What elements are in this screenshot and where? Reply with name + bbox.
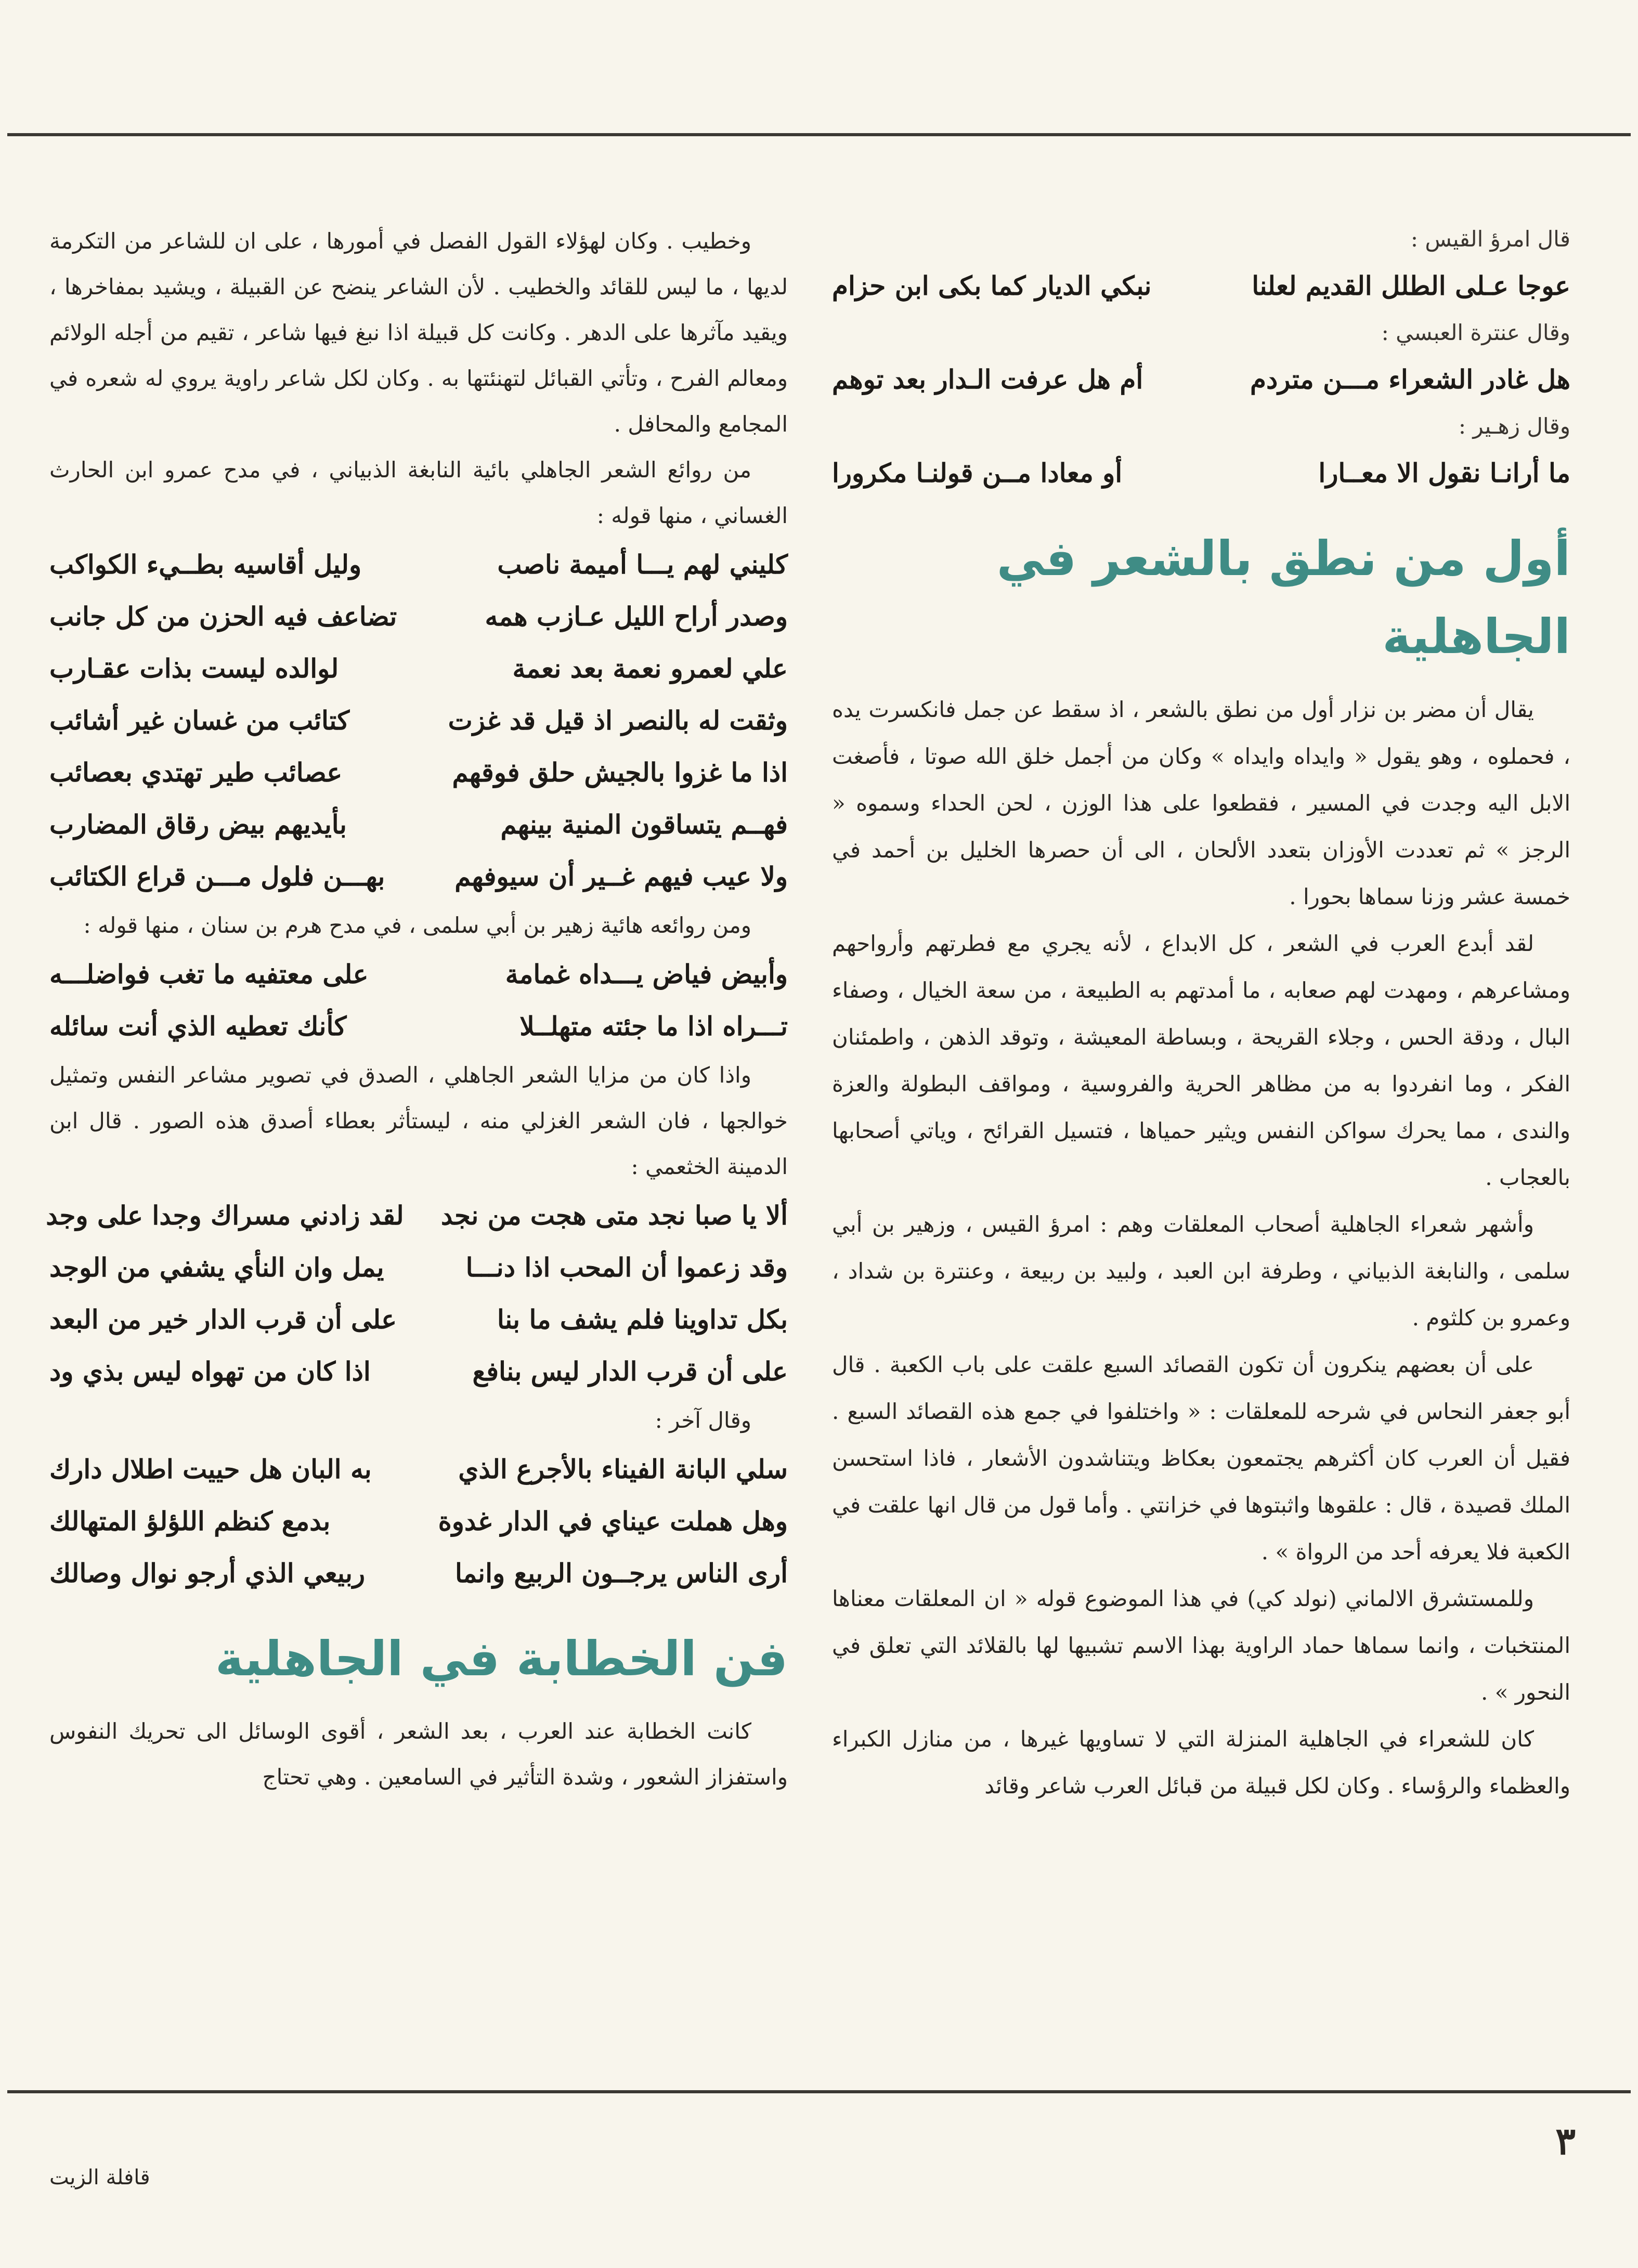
verse-line [49,799,788,851]
hemistich-second: أم هل عرفت الـدار بعد توهم [832,364,1143,395]
verse-line [49,1242,788,1294]
hemistich-second: لوالده ليست بذات عقـارب [49,653,339,684]
verse-group-ibn-dumayna [46,1190,788,1398]
hemistich-second: تضاعف فيه الحزن من كل جانب [49,601,397,632]
hemistich-second: اذا كان من تهواه ليس بذي ود [49,1356,371,1387]
paragraph: على أن بعضهم ينكرون أن تكون القصائد السبع علقت على باب الكعبة . قال أبو جعفر النحاس في شرحه للمعلقات : « واختلفوا في جمع هذه القصائد السبع . فقيل أن العرب كان أكثرهم يجتمعون بعكاظ ويتناشدون الأشعار ، فاذا استحسن الملك قصيدة ، قال : علقوها واثبتوها في خزانتي . وأما قول من قال انها علقت في الكعبة فلا يعرفه أحد من الرواة » . [832,1352,1570,1565]
hemistich-first: وهل هملت عيناي في الدار غدوة [438,1506,788,1536]
right-column [832,218,1570,1809]
hemistich-first: علي لعمرو نعمة بعد نعمة [512,653,788,684]
verse-group-other-poet [49,1443,788,1599]
hemistich-second: بدمع كنظم اللؤلؤ المتهالك [49,1506,331,1536]
paragraph: كان للشعراء في الجاهلية المنزلة التي لا تساويها غيرها ، من منازل الكبراء والعظماء والرؤساء . وكان لكل قبيلة من قبائل العرب شاعر وقائد [832,1726,1570,1798]
verse-intro: وقال عنترة العبسي : [1381,320,1570,345]
hemistich-second: كأنك تعطيه الذي أنت سائله [49,1011,347,1041]
verse-intro: ومن روائعه هائية زهير بن أبي سلمى ، في مدح هرم بن سنان ، منها قوله : [83,913,751,938]
verse-line [49,643,788,695]
verse-intro: وقال آخر : [655,1407,751,1433]
hemistich-second: لقد زادني مسراك وجدا على وجد [46,1200,404,1231]
paragraph: لقد أبدع العرب في الشعر ، كل الابداع ، لأنه يجري مع فطرتهم وأرواحهم ومشاعرهم ، ومهدت لهم صعابه ، ما أمدتهم به الطبيعة ، من سعة الخيال ، وصفاء البال ، ودقة الحس ، وجلاء القريحة ، وبساطة المعيشة ، وتوقد الذهن ، واطمئنان الفكر ، وما انفردوا به من مظاهر الحرية والفروسية ، ومواقف البطولة والعزة والندى ، مما يحرك سواكن النفس ويثير حمياها ، فتسيل القرائح ، وياتي أصحابها بالعجاب . [832,931,1570,1190]
verse-line [49,747,788,799]
verse-line [49,1547,788,1599]
hemistich-first: على أن قرب الدار ليس بنافع [472,1356,788,1387]
verse-line [46,1190,788,1242]
verse-group-nabigha [49,539,788,903]
hemistich-first: ألا يا صبا نجد متى هجت من نجد [440,1200,788,1231]
hemistich-first: بكل تداوينا فلم يشف ما بنا [497,1304,788,1335]
verse-line [49,1443,788,1495]
hemistich-first: كليني لهم يـــا أميمة ناصب [497,549,788,580]
page-number: ٣ [1555,2119,1576,2163]
verse-line [832,447,1570,499]
verse-line [49,948,788,1000]
hemistich-second: يمل وان النأي يشفي من الوجد [49,1252,384,1283]
paragraph: وخطيب . وكان لهؤلاء القول الفصل في أمورها ، على ان للشاعر من التكرمة لديها ، ما ليس للقائد والخطيب . لأن الشاعر ينضح عن القبيلة ، ويشيد بمفاخرها ، ويقيد مآثرها على الدهر . وكانت كل قبيلة اذا نبغ فيها شاعر ، تقيم من أجله الولائم ومعالم الفرح ، وتأتي القبائل لتهنئتها به . وكان لكل شاعر راوية يروي له شعره في المجامع والمحافل . [49,228,788,437]
hemistich-second: وليل أقاسيه بطــيء الكواكب [49,549,362,580]
paragraph: كانت الخطابة عند العرب ، بعد الشعر ، أقوى الوسائل الى تحريك النفوس واستفزاز الشعور ، وشدة التأثير في السامعين . وهي تحتاج [49,1718,788,1790]
verse-line [49,591,788,643]
verse-line [49,539,788,591]
verse-line [49,1346,788,1398]
hemistich-first: ولا عيب فيهم غــير أن سيوفهم [454,861,788,892]
verse-intro: قال امرؤ القيس : [1410,226,1570,252]
verse-group-imru-alqais [832,218,1570,312]
verse-group-zuhair [832,406,1570,499]
hemistich-first: وأبيض فياض يـــداه غمامة [505,959,788,989]
hemistich-second: بأيديهم بيض رقاق المضارب [49,809,347,840]
section-heading-first-poet: أول من نطق بالشعر في الجاهلية [996,531,1570,664]
verse-line [832,260,1570,312]
paragraph: واذا كان من مزايا الشعر الجاهلي ، الصدق في تصوير مشاعر النفس وتمثيل خوالجها ، فان الشعر الغزلي منه ، ليستأثر بعطاء أصدق هذه الصور . قال ابن الدمينة الخثعمي : [49,1062,788,1179]
hemistich-second: على أن قرب الدار خير من البعد [49,1304,397,1335]
verse-line [49,695,788,747]
bottom-rule [7,2090,1631,2093]
hemistich-second: ربيعي الذي أرجو نوال وصالك [49,1558,366,1588]
paragraph: وأشهر شعراء الجاهلية أصحاب المعلقات وهم : امرؤ القيس ، وزهير بن أبي سلمى ، والنابغة الذبياني ، وطرفة ابن العبد ، ولبيد بن ربيعة ، وعنترة بن شداد ، وعمرو بن كلثوم . [832,1211,1570,1331]
verse-line [832,354,1570,406]
hemistich-first: ما أرانـا نقول الا معــارا [1318,458,1570,488]
hemistich-first: أرى الناس يرجــون الربيع وانما [455,1558,788,1588]
hemistich-first: عوجا عـلى الطلل القديم لعلنا [1252,270,1570,301]
hemistich-second: كتائب من غسان غير أشائب [49,705,350,736]
hemistich-second: نبكي الديار كما بكى ابن حزام [832,270,1152,301]
hemistich-first: وصدر أراح الليل عـازب همه [485,601,788,632]
verse-intro: وقال زهـير : [1458,413,1570,439]
magazine-name: قافلة الزيت [49,2166,150,2189]
verse-line [49,1495,788,1547]
verse-intro: من روائع الشعر الجاهلي بائية النابغة الذبياني ، في مدح عمرو ابن الحارث الغساني ، منها قوله : [49,457,788,528]
verse-line [49,851,788,903]
paragraph: وللمستشرق الالماني (نولد كي) في هذا الموضوع قوله « ان المعلقات معناها المنتخبات ، وانما سماها حماد الراوية بهذا الاسم تشبيها لها بالقلائد التي تعلق في النحور » . [832,1586,1570,1705]
section-heading-oratory: فن الخطابة في الجاهلية [215,1631,788,1687]
hemistich-first: وثقت له بالنصر اذ قيل قد غزت [448,705,788,736]
hemistich-first: اذا ما غزوا بالجيش حلق فوقهم [452,757,788,788]
hemistich-second: عصائب طير تهتدي بعصائب [49,757,343,788]
hemistich-first: هل غادر الشعراء مـــن متردم [1250,364,1570,395]
verse-group-antara [832,312,1570,406]
hemistich-first: سلي البانة الفيناء بالأجرع الذي [458,1454,788,1484]
hemistich-second: بهـــن فلول مـــن قراع الكتائب [49,861,385,892]
hemistich-second: أو معادا مــن قولنـا مكرورا [832,458,1123,488]
hemistich-second: على معتفيه ما تغب فواضلـــه [49,959,369,989]
verse-line [49,1294,788,1346]
hemistich-second: به البان هل حييت اطلال دارك [49,1454,372,1484]
hemistich-first: تـــراه اذا ما جئته متهلــلا [519,1011,788,1041]
verse-group-zuhair-praise [49,948,788,1052]
hemistich-first: وقد زعموا أن المحب اذا دنـــا [465,1252,788,1283]
top-rule [7,133,1631,136]
left-column [46,218,788,1800]
verse-line [49,1000,788,1052]
hemistich-first: فهــم يتساقون المنية بينهم [500,809,788,840]
paragraph: يقال أن مضر بن نزار أول من نطق بالشعر ، اذ سقط عن جمل فانكسرت يده ، فحملوه ، وهو يقول « وايداه وايداه » وكان من أجمل خلق الله صوتا ، فأصغت الابل اليه وجدت في المسير ، فقطعوا على هذا الوزن ، لحن الحداء وسموه « الرجز » ثم تعددت الأوزان بتعدد الألحان ، الى أن حصرها الخليل بن أحمد في خمسة عشر وزنا سماها بحورا . [832,697,1571,909]
